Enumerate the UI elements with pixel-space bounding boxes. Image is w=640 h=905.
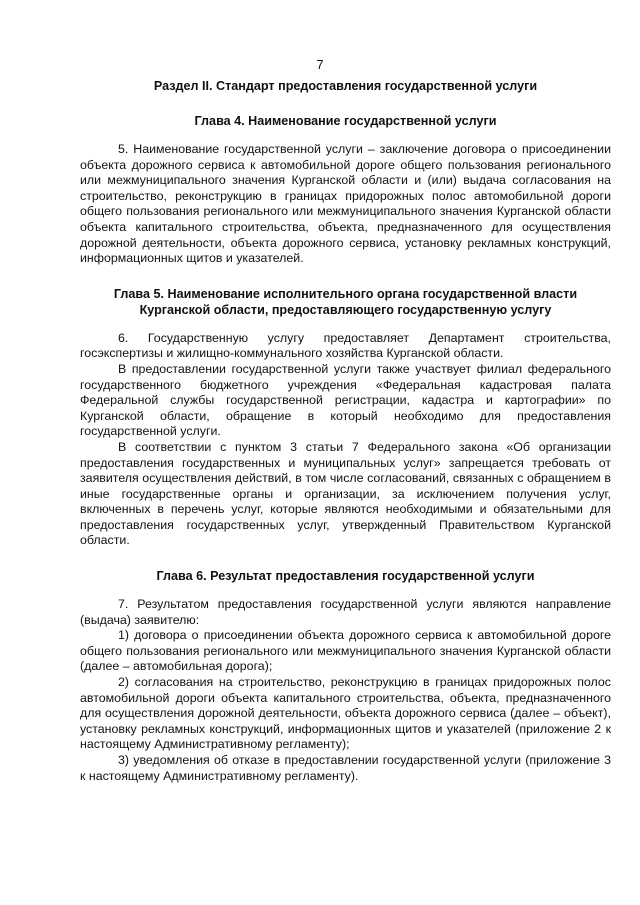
- section-title: Раздел II. Стандарт предоставления государственной услуги: [153, 79, 538, 93]
- paragraph-6: 6. Государственную услугу предоставляет Департамент строительства, госэкспертизы и жилищно-коммунального хозяйства Курганской области.: [80, 330, 611, 361]
- result-item-1: 1) договора о присоединении объекта дорожного сервиса к автомобильной дороге общего пользования регионального или межмуниципального значения Курганской области (далее – автомобильная дорога);: [80, 628, 611, 674]
- chapter-5-title-line-2: Курганской области, предоставляющего государственную услугу: [139, 302, 552, 317]
- page-number: 7: [316, 57, 324, 72]
- document-body: [80, 78, 611, 784]
- chapter-4-title: Глава 4. Наименование государственной услуги: [194, 114, 497, 128]
- chapter-5-title: [80, 286, 611, 318]
- result-item-2: 2) согласования на строительство, реконструкцию в границах придорожных полос автомобильной дороги объекта капитального строительства, объекта, предназначенного для осуществления дорожной деятельности, объекта дорожного сервиса (далее – объект), установку рекламных конструкций, информационных щитов и указателей (приложение 2 к настоящему Административному регламенту);: [80, 675, 611, 752]
- paragraph-5: 5. Наименование государственной услуги – заключение договора о присоединении объекта дорожного сервиса к автомобильной дороге общего пользования регионального или межмуниципального значения Курганской области и (или) выдача согласования на строительство, реконструкцию в границах придорожных полос автомобильной дороги общего пользования регионального или межмуниципального значения Курганской области объекта капитального строительства, объекта, предназначенного для осуществления дорожной деятельности, объекта дорожного сервиса, установку рекламных конструкций, информационных щитов и указателей.: [80, 142, 611, 266]
- chapter-5-title-line-1: Глава 5. Наименование исполнительного органа государственной власти: [113, 286, 578, 301]
- paragraph-6-participation: В предоставлении государственной услуги также участвует филиал федерального государственного бюджетного учреждения «Федеральная кадастровая палата Федеральной службы государственной регистрации, кадастра и картографии» по Курганской области, обращение в который необходимо для предоставления государственной услуги.: [80, 361, 611, 439]
- paragraph-7: 7. Результатом предоставления государственной услуги являются направление (выдача) заявителю:: [80, 597, 611, 627]
- result-item-3: 3) уведомления об отказе в предоставлении государственной услуги (приложение 3 к настоящему Административному регламенту).: [80, 753, 611, 783]
- chapter-6-title: Глава 6. Результат предоставления государственной услуги: [156, 569, 535, 584]
- paragraph-6-law-reference: В соответствии с пунктом 3 статьи 7 Федерального закона «Об организации предоставления государственных и муниципальных услуг» запрещается требовать от заявителя осуществления действий, в том числе согласований, связанных с обращением в иные государственные органы и организации, за исключением получения услуг, включенных в перечень услуг, которые являются необходимыми и обязательными для предоставления государственных услуг, утвержденный Правительством Курганской области.: [80, 439, 611, 548]
